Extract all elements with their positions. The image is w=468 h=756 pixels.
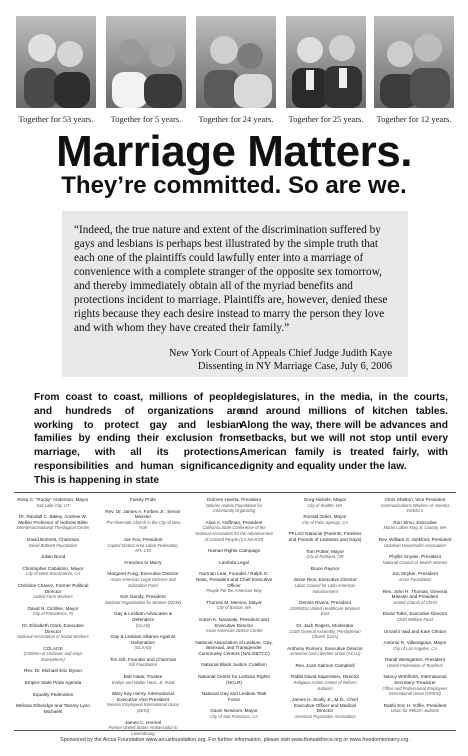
- signatory-organization: United Farm Workers: [33, 594, 73, 600]
- signatory-name: James C. Hormel: [124, 719, 162, 725]
- photo-caption-2: Together for 5 years.: [110, 114, 182, 124]
- signatory-column-1: [14, 497, 92, 720]
- signatory-entry: [14, 606, 92, 617]
- signatory-organization: American Psychiatric Association: [294, 714, 356, 720]
- body-text-right: legislatures, in the media, in the courts, and around millions of kitchen tables. Along the way, there will be advances and setbacks, but we will not stop until every American family is treated fairly, with dignity and equality under the law.: [240, 392, 448, 472]
- signatory-organization: City of San Francisco, CA: [210, 714, 258, 720]
- signatory-entry: [14, 497, 92, 508]
- signatory-entry: [286, 577, 364, 594]
- signatory-name: Dennis Rivera, President: [299, 600, 351, 606]
- signatory-entry: [195, 708, 273, 719]
- signatory-entry: [376, 703, 454, 714]
- photo-caption-1: Together for 53 years.: [18, 114, 94, 124]
- signatory-name: National Gay and Lesbian Task Force: [201, 691, 267, 702]
- signatory-organization: National Council of Jewish Women: [382, 559, 448, 565]
- sponsor-footer: Sponsored by the Arcus Foundation www.arcusfoundation.org. For further information, please visit www.thetaskforce.org or www.freedomtomarry.org.: [14, 730, 456, 743]
- signatory-entry: [286, 674, 364, 691]
- signatory-entry: [104, 537, 182, 554]
- signatory-name: Anthony Romero, Executive Director: [287, 645, 363, 651]
- couple-photo-5: [374, 16, 454, 108]
- signatory-organization: American Civil Liberties Union (ACLU): [289, 651, 361, 657]
- signatory-name: COLAGE: [43, 645, 63, 651]
- signatory-entry: [286, 697, 364, 719]
- signatory-name: Rabbi Eric H. Yoffie, President: [383, 702, 447, 708]
- signatory-name: Norman Lear, Founder / Ralph G. Neas, President and Chief Executive Officer: [195, 571, 273, 588]
- signatory-entry: [14, 537, 92, 548]
- signatory-entry: [104, 497, 182, 503]
- signatory-name: Julian Bond: [40, 554, 66, 560]
- signatory-entry: [104, 509, 182, 531]
- signatory-column-5: [376, 497, 454, 720]
- signatory-organization: Martin Luther King Jr. County, WA: [383, 525, 447, 531]
- signatory-organization: (GLAAD): [134, 645, 152, 651]
- signatory-name: Equality Federation: [32, 691, 74, 697]
- signatory-name: Dr. Randall C. Bailey, Andrew W. Mellon Professor of Hebrew Bible: [18, 514, 88, 525]
- signatory-name: National Black Justice Coalition: [201, 662, 267, 668]
- signatory-name: Margaret Fung, Executive Director: [107, 571, 179, 577]
- signatory-entry: [104, 571, 182, 588]
- signatory-entry: [376, 657, 454, 668]
- signatory-organization: Religious Action Center of Reform Judaism: [293, 680, 357, 691]
- signatory-entry: [195, 497, 273, 514]
- signatory-organization: City of Providence, RI: [32, 611, 74, 617]
- signatory-name: Tom Potter, Mayor: [305, 548, 345, 554]
- signatory-entry: [195, 640, 273, 657]
- signatory-name: Nancy Wohlforth, International Secretary-Treasurer: [383, 674, 447, 686]
- couple-photo-4: [286, 16, 366, 108]
- signatory-name: Jon Stryker, President: [392, 571, 438, 577]
- signatory-name: Gavin Newsom, Mayor: [210, 708, 258, 714]
- signatory-entry: [104, 674, 182, 685]
- court-quote: “Indeed, the true nature and extent of the discrimination suffered by gays and lesbians is perhaps best illustrated by the simple truth that each one of the plaintiffs could lawfully enter into a marriage of convenience with a complete stranger of the opposite sex tomorrow, and thereby immediately obtain all of the myriad benefits and protections incident to marriage. Plaintiffs are, however, denied these rights because they each desire instead to marry the person they love and with whom they have created their family.”: [74, 224, 388, 334]
- signatory-entry: [195, 691, 273, 702]
- signatory-organization: Labor Council for Latin American Advancement: [294, 582, 356, 594]
- signatory-entry: [14, 566, 92, 577]
- couple-photos-row: [16, 16, 454, 128]
- signatory-name: Christine Chavez, Former Political Director: [17, 582, 89, 594]
- signatory-entry: [14, 646, 92, 663]
- signatory-organization: (Children of Lesbians and Gays Everywhere): [23, 651, 83, 662]
- signatory-entry: [286, 566, 364, 572]
- signatory-name: James H. Scully Jr., M.D., Chief Executive Officer and Medical Director: [292, 697, 358, 714]
- signatory-organization: United Church of Christ: [393, 599, 437, 605]
- signatory-entry: [286, 646, 364, 657]
- signatory-name: David Bohnett, Chairman: [26, 536, 80, 542]
- signatory-entry: [104, 657, 182, 668]
- signatory-column-3: [195, 497, 273, 726]
- attribution-source: Dissenting in NY Marriage Case, July 6, 2006: [197, 361, 392, 372]
- signatory-name: Rev. Joan Salmon Campbell: [295, 662, 355, 668]
- signatory-entry: [14, 554, 92, 560]
- signatory-organization: Capitol District Area Labor Federation, AFL-CIO: [107, 542, 179, 554]
- signatory-entry: [195, 520, 273, 542]
- signatory-name: Melissa Etheridge and Tammy Lynn Michaels: [16, 703, 90, 714]
- signatory-name: Antonio R. Villaraigosa, Mayor: [383, 640, 447, 646]
- signatory-name: Rabbi David Saperstein, Director: [290, 674, 360, 680]
- signatory-organization: David Bohnett Foundation: [28, 542, 78, 548]
- signatory-entry: [376, 629, 454, 635]
- signatory-organization: Union for Reform Judaism: [390, 708, 440, 714]
- signatory-entry: [376, 674, 454, 696]
- signatory-organization: City of Palm Springs, CA: [301, 519, 349, 525]
- signatory-name: Thomas M. Menino, Mayor: [206, 599, 262, 605]
- signatory-organization: Child Welfare Fund: [397, 616, 433, 622]
- signatory-organization: People For the American Way: [206, 588, 262, 594]
- signatory-entry: [104, 594, 182, 605]
- signatory-organization: Former United States Ambassador to Luxembourg: [108, 725, 178, 736]
- signatory-entry: [195, 548, 273, 554]
- signatory-name: National Center for Lesbian Rights (NCLR): [198, 674, 270, 685]
- signatory-name: Rev. Dr. James A. Forbes Jr., Senior Minister: [105, 508, 181, 520]
- signatories-list: [14, 492, 456, 736]
- signatory-name: Ron Simo, Executive: [393, 519, 437, 525]
- signatory-name: Karen K. Narasaki, President and Executive Director: [199, 616, 269, 628]
- signatory-name: Greg Nickels, Mayor: [303, 497, 347, 502]
- signatory-organization: City of Seattle, WA: [307, 502, 343, 508]
- signatory-name: Rev. John H. Thomas, General Minister and President: [382, 588, 448, 600]
- signatory-entry: [376, 520, 454, 531]
- signatory-entry: [195, 600, 273, 611]
- signatory-entry: [195, 674, 273, 685]
- signatory-name: Ronald Oden, Mayor: [303, 514, 347, 520]
- signatory-name: Lambda Legal: [219, 559, 249, 565]
- signatory-entry: [376, 497, 454, 514]
- headline: Marriage Matters.: [56, 127, 412, 176]
- signatory-name: PFLAG National (Parents, Families and Friends of Lesbians and Gays): [288, 531, 362, 542]
- couple-photo-3: [196, 16, 276, 108]
- signatory-name: Dolores Huerta, President: [207, 497, 261, 502]
- signatory-organization: Asian American Justice Center: [205, 628, 263, 634]
- signatory-name: Gay & Lesbian Advocates & Defenders: [113, 611, 173, 622]
- signatory-name: Rosa C. “Rocky” Anderson, Mayor: [17, 497, 89, 502]
- signatory-entry: [286, 497, 364, 508]
- signatory-name: Kim Gandy, President: [120, 594, 166, 600]
- signatory-name: Alice A. Huffman, President: [205, 519, 263, 525]
- signatory-name: David N. Cicilline, Mayor: [27, 605, 79, 611]
- signatory-organization: 1199SEIU United Healthcare Workers East: [289, 605, 361, 617]
- signatory-organization: City of Boston, MA: [216, 605, 252, 611]
- signatory-organization: Interdenominational Theological Center: [16, 525, 90, 531]
- signatory-entry: [195, 617, 273, 634]
- signatory-entry: [195, 571, 273, 593]
- couple-photo-2: [106, 16, 186, 108]
- signatory-organization: National Organization for Women (NOW): [104, 599, 182, 605]
- signatory-organization: Evelyn and Walter Haas, Jr. Fund: [111, 679, 175, 685]
- signatory-organization: Asian American Legal Defense and Education Fund: [110, 576, 176, 588]
- signatory-entry: [14, 583, 92, 600]
- signatory-entry: [376, 537, 454, 548]
- signatory-entry: [104, 634, 182, 651]
- signatory-name: Rev. Dr. Michael Eric Dyson: [23, 668, 82, 674]
- signatory-organization: City of Portland, OR: [306, 554, 344, 560]
- signatory-organization: Salt Lake City, UT: [36, 502, 70, 508]
- signatory-name: Freedom to Marry: [124, 559, 162, 565]
- signatory-entry: [195, 662, 273, 668]
- signatory-entry: [104, 611, 182, 628]
- signatory-entry: [14, 680, 92, 686]
- signatory-entry: [286, 549, 364, 560]
- signatory-entry: [14, 692, 92, 698]
- signatory-entry: [376, 589, 454, 606]
- signatory-name: Gay & Lesbian Alliance Against Defamation: [110, 634, 176, 645]
- signatory-column-4: [286, 497, 364, 726]
- signatory-entry: [286, 514, 364, 525]
- signatory-organization: City of West Sacramento, CA: [25, 571, 81, 577]
- signatory-organization: Gill Foundation: [128, 662, 158, 668]
- photo-caption-4: Together for 25 years.: [288, 114, 364, 124]
- attribution-author: New York Court of Appeals Chief Judge Judith Kaye: [168, 348, 392, 359]
- signatory-name: Human Rights Campaign: [207, 548, 261, 554]
- body-text-left: From coast to coast, millions of people and hundreds of organizations are working to protect gay and lesbian families by ending their exclusion from marriage, with all its protections, responsibilities and human significance. This is happening in state: [34, 392, 242, 486]
- signatory-entry: [195, 560, 273, 566]
- signatory-name: Bruce Raynor: [310, 565, 340, 571]
- signatory-entry: [376, 611, 454, 622]
- signatory-name: Dr. Jack Rogers, Moderator: [296, 622, 354, 628]
- signatory-entry: [286, 663, 364, 669]
- signatory-name: National Association of Lesbian, Gay, Bisexual, and Transgender Community Centers (NALGBTCC): [195, 639, 273, 656]
- signatory-name: Empire State Pride Agenda: [24, 680, 82, 686]
- signatory-name: Randi Weingarten, President: [385, 657, 445, 663]
- quote-attribution: [169, 347, 392, 373]
- photo-caption-5: Together for 12 years.: [376, 114, 452, 124]
- signatory-entry: [14, 703, 92, 714]
- signatory-entry: [286, 600, 364, 617]
- quote-box: [62, 211, 408, 377]
- signatory-organization: California State Conference of the National Association for the Advancement of Colored People (CA NAACP): [195, 525, 273, 542]
- signatory-organization: The Riverside Church in the City of New York: [105, 519, 181, 531]
- signatory-organization: Arcus Foundation: [398, 576, 432, 582]
- signatory-name: Jesse Rios, Executive Director: [293, 577, 357, 583]
- signatory-name: David Tobis, Executive Director: [382, 611, 448, 617]
- signatory-entry: [104, 560, 182, 566]
- signatory-entry: [376, 640, 454, 651]
- signatory-organization: Office and Professional Employees International Union (OPEIU): [382, 685, 448, 697]
- signatory-organization: Communications Workers of America District 1: [380, 502, 450, 514]
- signatory-organization: City of Los Angeles, CA: [392, 645, 438, 651]
- signatory-entry: [286, 531, 364, 542]
- signatory-name: Dr. Elizabeth Clark, Executive Director: [22, 622, 84, 634]
- signatory-entry: [286, 623, 364, 640]
- signatory-name: Family Pride: [129, 497, 157, 502]
- signatory-name: Joe Fox, President: [123, 536, 163, 542]
- signatory-organization: United Federation of Teachers: [386, 662, 444, 668]
- signatory-entry: [14, 514, 92, 531]
- subheadline: They’re committed. So are we.: [61, 172, 407, 199]
- signatory-name: Rev. William G. Sinkford, President: [378, 536, 452, 542]
- photo-caption-3: Together for 24 years.: [198, 114, 274, 124]
- signatory-entry: [376, 554, 454, 565]
- signatory-name: Tim Gill, Founder and Chairman: [109, 656, 177, 662]
- signatory-organization: National Association of Social Workers: [17, 634, 89, 640]
- signatory-name: Phyllis Snyder, President: [389, 554, 441, 560]
- signatory-name: Mary Kay Henry, International Executive Vice President: [112, 691, 174, 702]
- signatory-name: Bob Haas, Trustee: [123, 674, 163, 680]
- signatory-name: Chris Shelton, Vice President: [384, 497, 446, 502]
- signatory-organization: Unitarian Universalist Association: [384, 542, 446, 548]
- signatory-organization: Service Employees International Union (SEIU): [106, 702, 180, 714]
- signatory-entry: [104, 691, 182, 713]
- signatory-entry: [376, 571, 454, 582]
- signatory-column-2: [104, 497, 182, 742]
- signatory-name: Urvashi Vaid and Kate Clinton: [383, 628, 447, 634]
- signatory-name: Christopher Cabaldon, Mayor: [22, 565, 84, 571]
- signatory-organization: (GLAD): [135, 622, 151, 628]
- signatory-organization: Dolores Huerta Foundation for Community Organizing: [205, 502, 263, 514]
- signatory-entry: [14, 623, 92, 640]
- signatory-organization: 213th General Assembly, Presbyterian Church (USA): [289, 628, 361, 640]
- signatory-entry: [14, 668, 92, 674]
- couple-photo-1: [16, 16, 96, 108]
